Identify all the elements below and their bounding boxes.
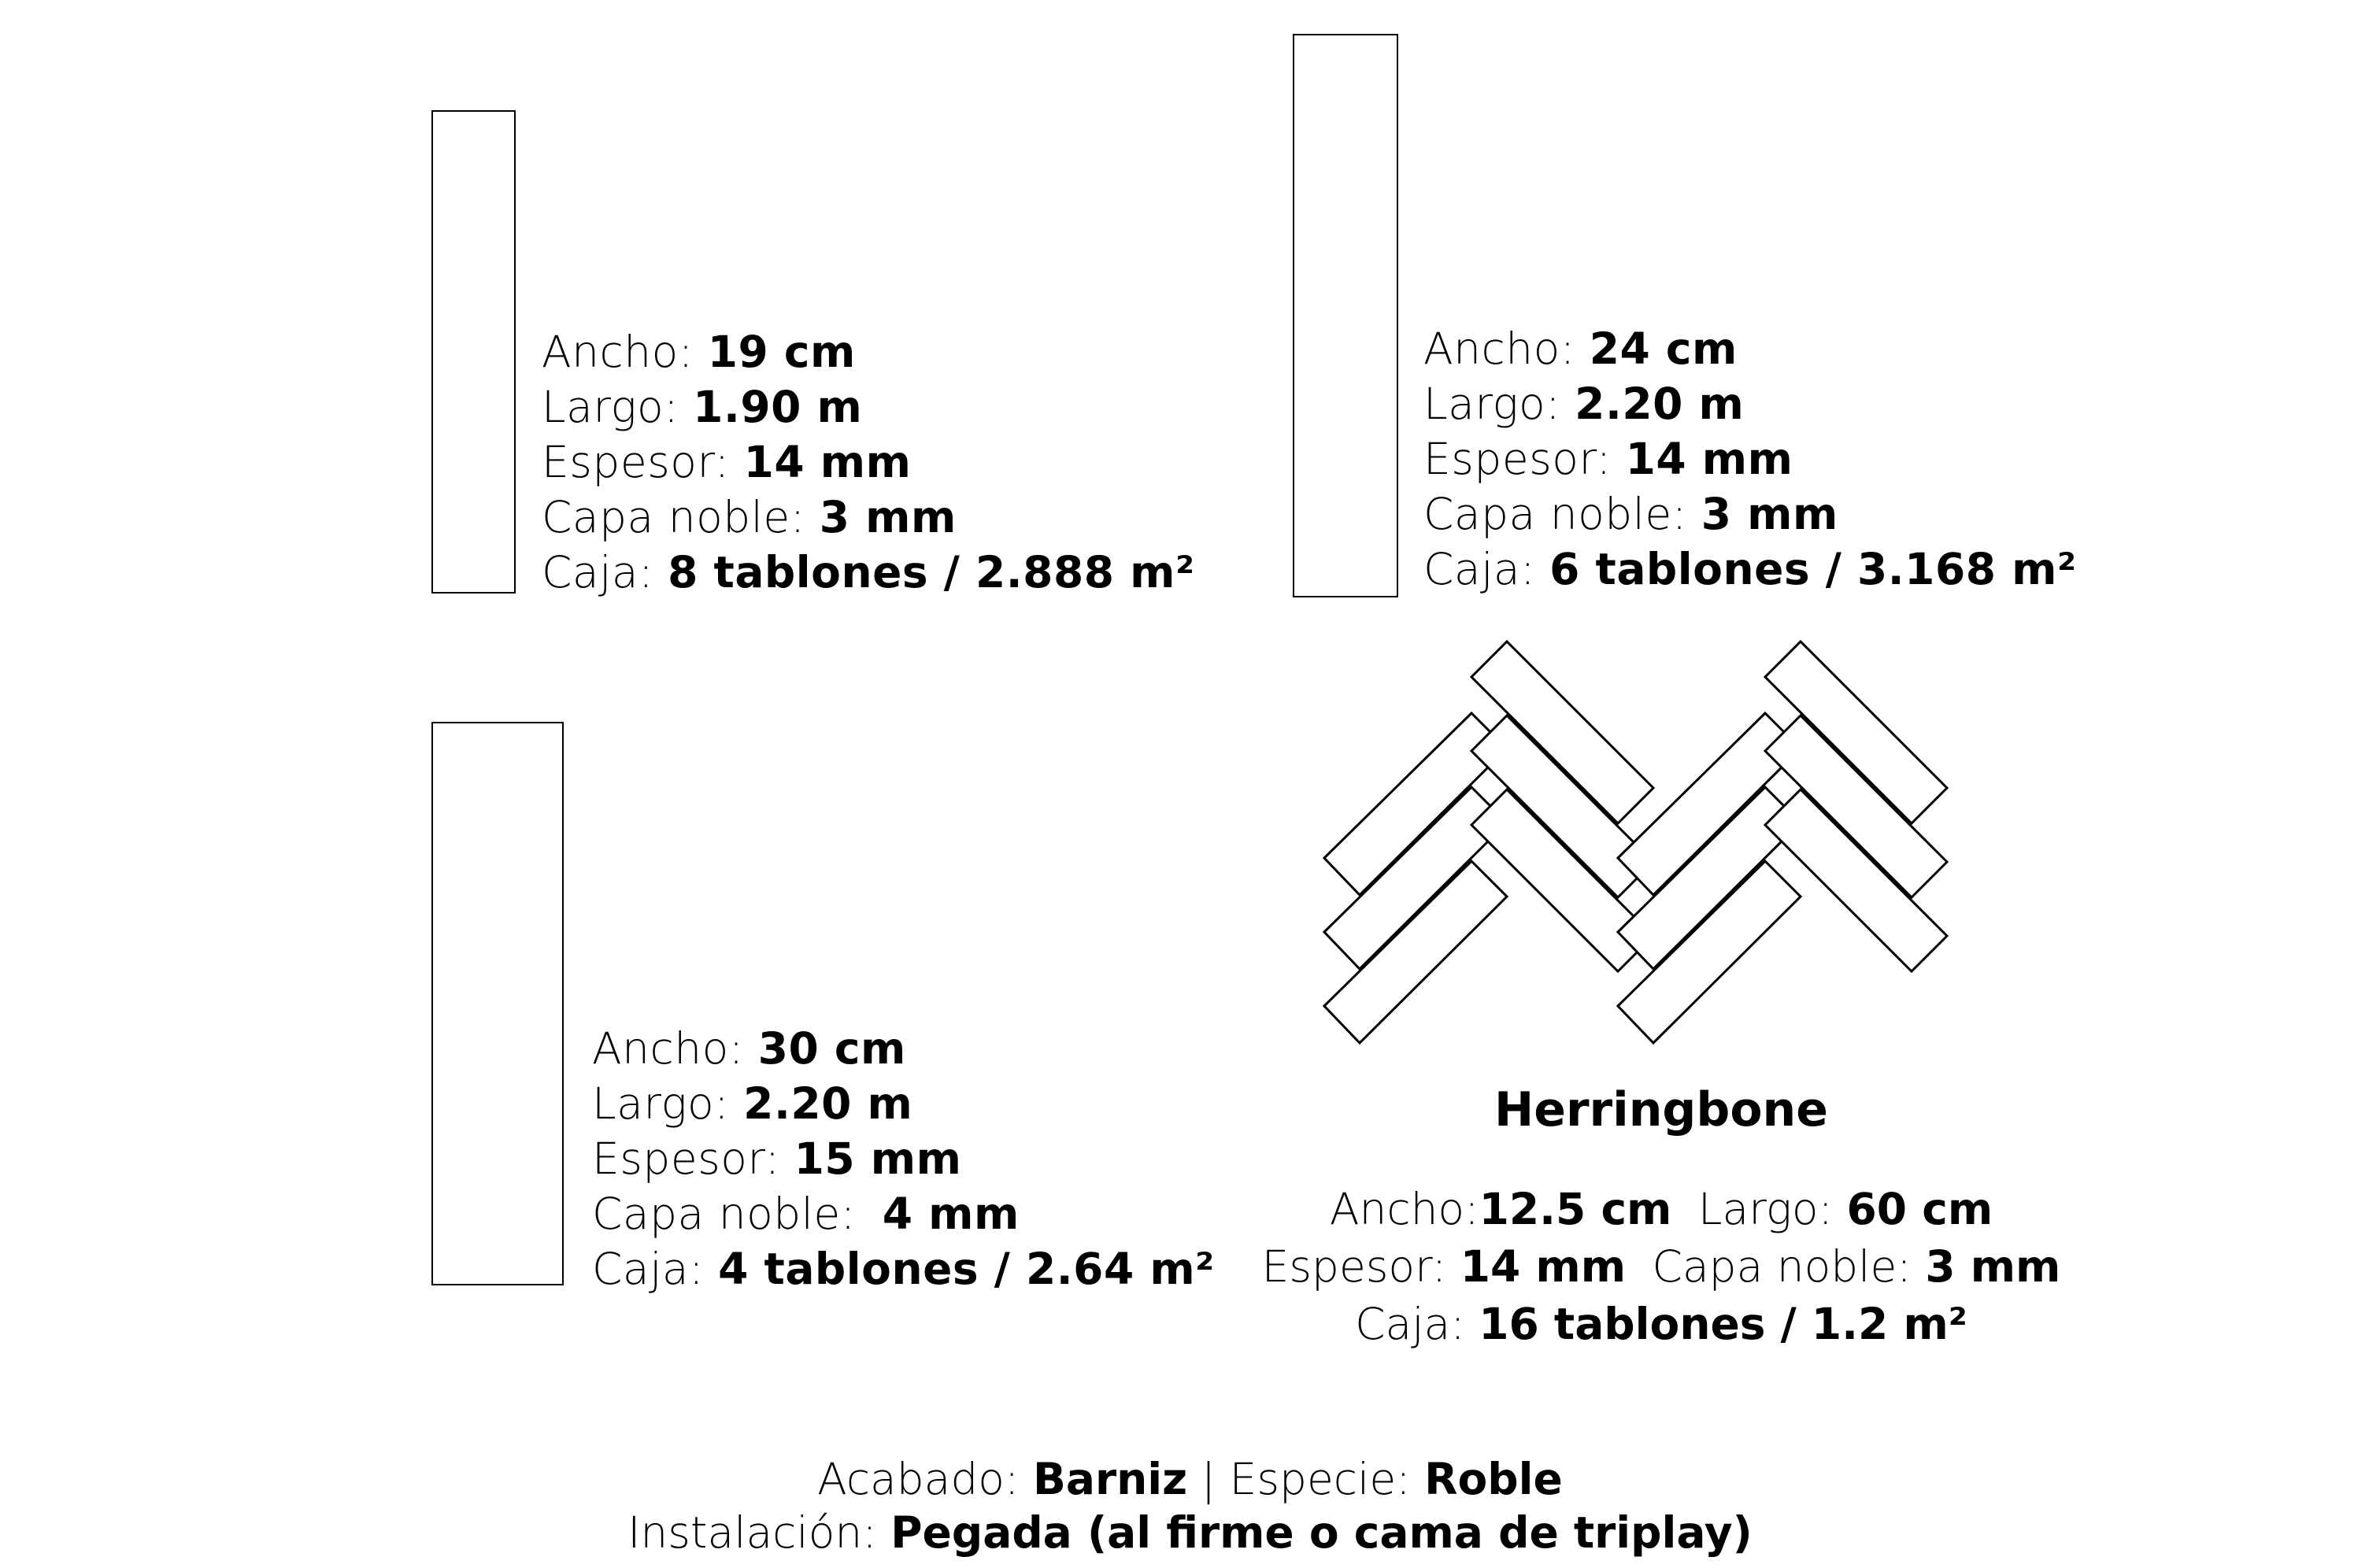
espesor-capa-row: Espesor: 14 mm Capa noble: 3 mm — [1261, 1241, 2061, 1292]
caja-row: Caja: 6 tablones / 3.168 m² — [1423, 544, 2077, 594]
herringbone-spec-block — [1228, 1181, 2094, 1353]
largo-row: Largo: 1.90 m — [542, 382, 863, 432]
espesor-row: Espesor: 15 mm — [592, 1133, 962, 1184]
ancho-row: Ancho: 19 cm — [542, 327, 856, 377]
caja-row: Caja: 8 tablones / 2.888 m² — [542, 547, 1195, 597]
largo-row: Largo: 2.20 m — [592, 1078, 913, 1129]
instalacion-row: Instalación: Pegada (al firme o cama de triplay) — [627, 1507, 1753, 1558]
capa-noble-row: Capa noble: 4 mm — [592, 1189, 1020, 1239]
capa-noble-row: Capa noble: 3 mm — [1423, 489, 1838, 539]
caja-row: Caja: 16 tablones / 1.2 m² — [1355, 1299, 1967, 1349]
ancho-row: Ancho: 24 cm — [1423, 324, 1738, 374]
largo-row: Largo: 2.20 m — [1423, 379, 1745, 429]
acabado-especie-row: Acabado: Barniz | Especie: Roble — [817, 1454, 1563, 1504]
capa-noble-row: Capa noble: 3 mm — [542, 492, 957, 542]
espesor-row: Espesor: 14 mm — [542, 437, 912, 487]
caja-row: Caja: 4 tablones / 2.64 m² — [592, 1244, 1215, 1294]
footer-specs — [0, 1452, 2380, 1559]
ancho-row: Ancho: 30 cm — [592, 1023, 906, 1074]
ancho-largo-row: Ancho:12.5 cm Largo: 60 cm — [1329, 1184, 1993, 1234]
herringbone-title: Herringbone — [1494, 1082, 1828, 1137]
separator: | — [1201, 1454, 1216, 1504]
espesor-row: Espesor: 14 mm — [1423, 434, 1793, 484]
